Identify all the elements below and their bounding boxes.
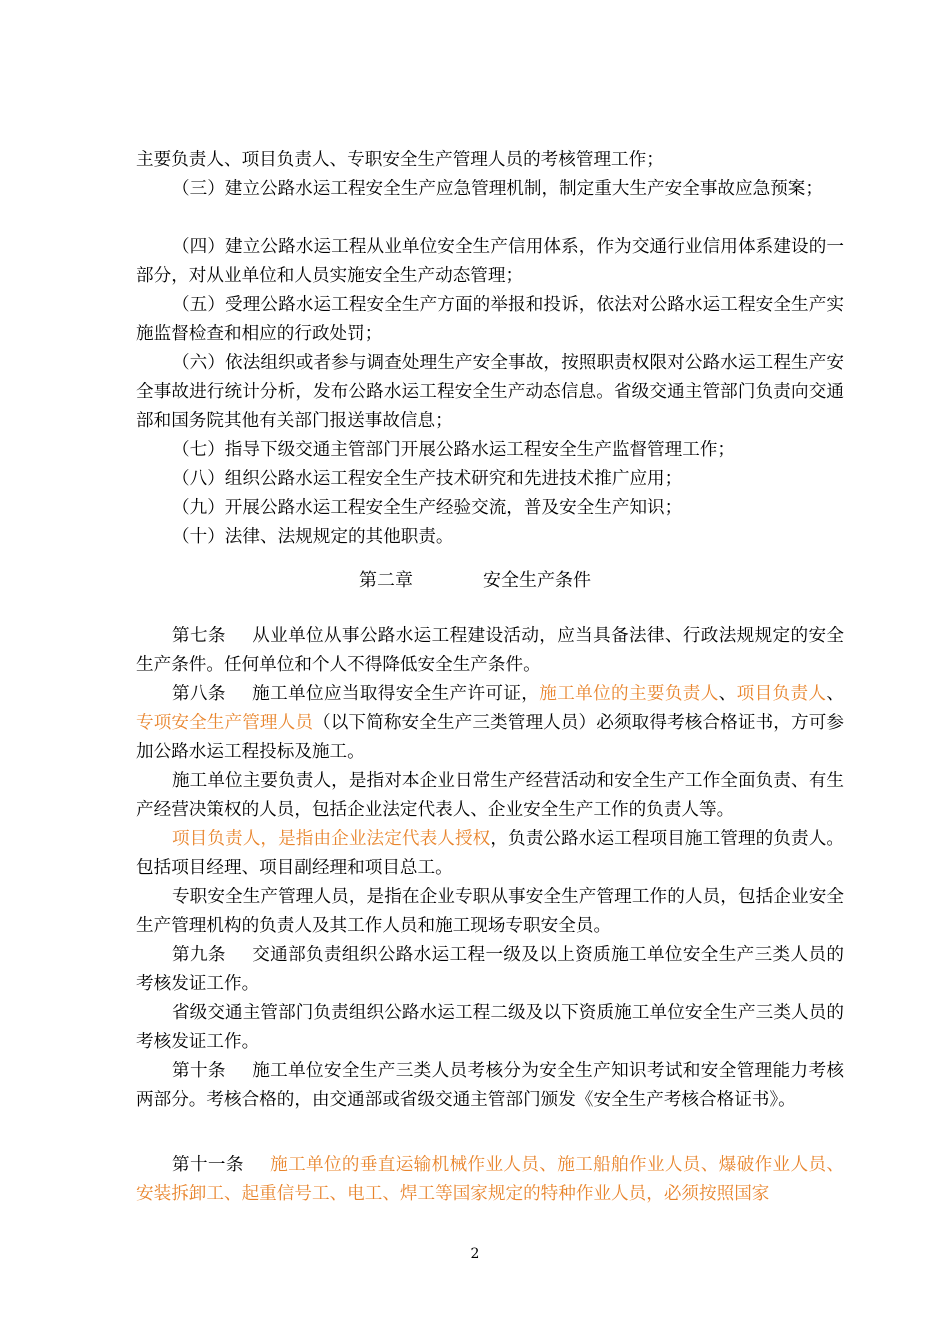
article-8-p3-highlight: 项目负责人，是指由企业法定代表人授权	[172, 829, 491, 849]
article-9-paragraph-2: 省级交通主管部门负责组织公路水运工程二级及以下资质施工单位安全生产三类人员的考核发证工作。	[136, 1003, 844, 1052]
article-10-label: 第十条	[172, 1061, 226, 1081]
article-8-text-1: 施工单位应当取得安全生产许可证，	[251, 684, 540, 704]
paragraph-item-6: （六）依法组织或者参与调查处理生产安全事故，按照职责权限对公路水运工程生产安全事故进行统计分析，发布公路水运工程安全生产动态信息。省级交通主管部门负责向交通部和国务院其他有关部门报送事故信息；	[136, 353, 844, 431]
article-10	[136, 1057, 844, 1115]
paragraph-item-4: （四）建立公路水运工程从业单位安全生产信用体系，作为交通行业信用体系建设的一部分，对从业单位和人员实施安全生产动态管理；	[136, 237, 844, 286]
article-8-sep-1: 、	[718, 684, 737, 704]
article-8-paragraph-3	[136, 825, 844, 883]
paragraph-item-5: （五）受理公路水运工程安全生产方面的举报和投诉，依法对公路水运工程安全生产实施监督检查和相应的行政处罚；	[136, 295, 844, 344]
page-number: 2	[470, 1246, 480, 1262]
article-8-sep-2: 、	[826, 684, 844, 704]
paragraph-item-3: （三）建立公路水运工程安全生产应急管理机制，制定重大生产安全事故应急预案；	[172, 179, 823, 199]
paragraph-item-8: （八）组织公路水运工程安全生产技术研究和先进技术推广应用；	[172, 469, 683, 489]
article-10-text: 施工单位安全生产三类人员考核分为安全生产知识考试和安全管理能力考核两部分。考核合格的，由交通部或省级交通主管部门颁发《安全生产考核合格证书》。	[136, 1061, 844, 1110]
article-11	[136, 1151, 844, 1209]
article-8-paragraph-4: 专职安全生产管理人员，是指在企业专职从事安全生产管理工作的人员，包括企业安全生产管理机构的负责人及其工作人员和施工现场专职安全员。	[136, 887, 844, 936]
article-8-highlight-3: 专项安全生产管理人员	[136, 713, 314, 733]
article-7-label: 第七条	[172, 626, 226, 646]
article-8-paragraph-2: 施工单位主要负责人，是指对本企业日常生产经营活动和安全生产工作全面负责、有生产经营决策权的人员，包括企业法定代表人、企业安全生产工作的负责人等。	[136, 771, 844, 820]
paragraph-continuation: 主要负责人、项目负责人、专职安全生产管理人员的考核管理工作；	[136, 150, 664, 170]
chapter-number: 第二章	[359, 570, 413, 591]
article-8-label: 第八条	[172, 684, 226, 704]
article-9	[136, 941, 844, 999]
article-8-highlight-2: 项目负责人	[736, 684, 827, 704]
paragraph-item-9: （九）开展公路水运工程安全生产经验交流，普及安全生产知识；	[172, 498, 683, 518]
article-11-label: 第十一条	[172, 1155, 244, 1175]
article-8	[136, 680, 844, 767]
chapter-title: 安全生产条件	[483, 570, 591, 591]
paragraph-item-10: （十）法律、法规规定的其他职责。	[172, 527, 454, 547]
article-11-text: 施工单位的垂直运输机械作业人员、施工船舶作业人员、爆破作业人员、安装拆卸工、起重信号工、电工、焊工等国家规定的特种作业人员，必须按照国家	[136, 1155, 844, 1204]
article-8-text-2: （以下简称安全生产三类管理人员）必须取得考核合格证书，方可参加公路水运工程投标及施工。	[136, 713, 844, 762]
article-8-p3-text: ，负责公路水运工程项目施工管理的负责人。包括项目经理、项目副经理和项目总工。	[136, 829, 844, 878]
article-9-text: 交通部负责组织公路水运工程一级及以上资质施工单位安全生产三类人员的考核发证工作。	[136, 945, 844, 994]
article-7	[136, 622, 844, 680]
article-7-text: 从业单位从事公路水运工程建设活动，应当具备法律、行政法规规定的安全生产条件。任何单位和个人不得降低安全生产条件。	[136, 626, 844, 675]
chapter-heading	[0, 566, 950, 595]
article-8-highlight-1: 施工单位的主要负责人	[539, 684, 719, 704]
article-9-label: 第九条	[172, 945, 226, 965]
paragraph-item-7: （七）指导下级交通主管部门开展公路水运工程安全生产监督管理工作；	[172, 440, 736, 460]
